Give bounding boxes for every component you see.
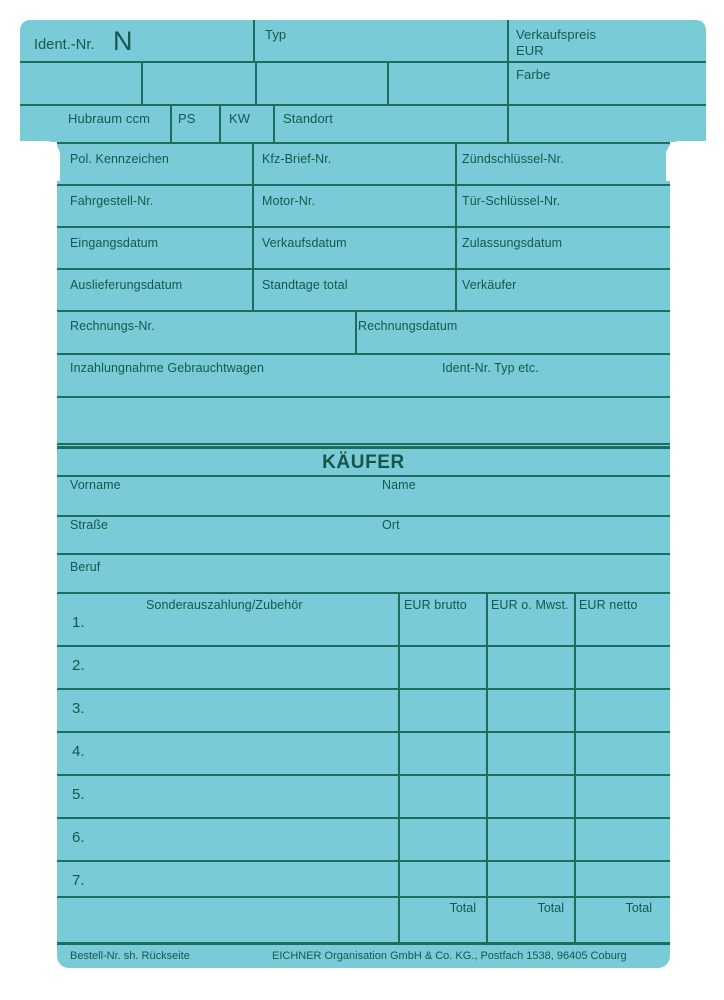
rule-veh-col-1 [252,142,254,310]
beruf-label: Beruf [70,560,101,574]
verkaufsdatum-label: Verkaufsdatum [262,236,347,250]
zulassungsdatum-label: Zulassungsdatum [462,236,563,250]
eingangsdatum-label: Eingangsdatum [70,236,159,250]
standort-label: Standort [283,111,333,126]
verkaeufer-label: Verkäufer [462,278,517,292]
table-row-num-7: 7. [72,872,85,889]
verkaufspreis-label: Verkaufspreis [516,27,597,42]
rule-extras-3 [57,731,670,733]
tuer-schluessel-nr-label: Tür-Schlüssel-Nr. [462,194,561,208]
rule-invoice-split [355,310,357,353]
zuendschluessel-nr-label: Zündschlüssel-Nr. [462,152,564,166]
table-row-num-3: 3. [72,700,85,717]
rule-extras-col-2 [486,592,488,942]
sonderauszahlung-header: Sonderauszahlung/Zubehör [146,598,303,612]
rule-veh-col-2 [455,142,457,310]
kfz-brief-nr-label: Kfz-Brief-Nr. [262,152,332,166]
card-notch-left [20,141,60,181]
typ-label: Typ [265,27,287,42]
eur-netto-header: EUR netto [579,598,638,612]
rule-header-3 [57,142,670,144]
rule-preis-left [507,20,509,142]
rechnungs-nr-label: Rechnungs-Nr. [70,319,155,333]
table-row-num-2: 2. [72,657,85,674]
eur-brutto-header: EUR brutto [404,598,467,612]
auslieferungsdatum-label: Auslieferungsdatum [70,278,183,292]
rule-kaeufer-3 [57,553,670,555]
rule-extras-7 [57,896,670,898]
inzahlungnahme-label: Inzahlungnahme Gebrauchtwagen [70,361,265,375]
rule-veh-3 [57,268,670,270]
rule-veh-1 [57,184,670,186]
rule-invoice-bottom [57,353,670,355]
card-notch-right [666,141,706,181]
rule-header-1 [20,61,706,63]
rule-extras-4 [57,774,670,776]
kw-label: KW [229,111,251,126]
rule-kaeufer-top [57,446,670,449]
pol-kennzeichen-label: Pol. Kennzeichen [70,152,169,166]
total-ohne-mwst-label: Total [537,901,564,915]
fahrgestell-nr-label: Fahrgestell-Nr. [70,194,154,208]
kaeufer-title: KÄUFER [322,452,405,473]
rule-tradein-1 [57,396,670,398]
rule-standort-left [273,104,275,142]
rule-sub-3 [387,61,389,104]
rule-extras-6 [57,860,670,862]
rule-kw-left [219,104,221,142]
table-row-num-1: 1. [72,614,85,631]
ident-nr-label: Ident.-Nr. [34,37,95,53]
hubraum-label: Hubraum ccm [68,111,151,126]
rule-extras-col-1 [398,592,400,942]
publisher-imprint: EICHNER Organisation GmbH & Co. KG., Postfach 1538, 96405 Coburg [272,950,627,962]
rule-sub-1 [141,61,143,104]
strasse-label: Straße [70,518,109,532]
rule-sub-2 [255,61,257,104]
rule-veh-4 [57,310,670,312]
rule-typ-left-top [253,20,255,61]
rechnungsdatum-label: Rechnungsdatum [358,319,458,333]
ident-nr-prefix: N [113,26,133,56]
rule-ps-left [170,104,172,142]
rule-tradein-2 [57,443,670,445]
rule-extras-col-3 [574,592,576,942]
total-brutto-label: Total [449,901,476,915]
standtage-total-label: Standtage total [262,278,348,292]
rule-kaeufer-4 [57,592,670,594]
verkaufspreis-currency: EUR [516,43,544,58]
farbe-label: Farbe [516,67,551,82]
ident-nr-typ-label: Ident-Nr. Typ etc. [442,361,539,375]
table-row-num-5: 5. [72,786,85,803]
motor-nr-label: Motor-Nr. [262,194,315,208]
rule-extras-1 [57,645,670,647]
rule-extras-2 [57,688,670,690]
rule-veh-2 [57,226,670,228]
eur-ohne-mwst-header: EUR o. Mwst. [491,598,569,612]
ps-label: PS [178,111,196,126]
rule-kaeufer-2 [57,515,670,517]
total-netto-label: Total [625,901,652,915]
name-label: Name [382,478,416,492]
table-row-num-6: 6. [72,829,85,846]
rule-footer-top [57,942,670,945]
bestell-nr-note: Bestell-Nr. sh. Rückseite [70,950,190,962]
table-row-num-4: 4. [72,743,85,760]
rule-extras-5 [57,817,670,819]
ort-label: Ort [382,518,400,532]
rule-header-2 [20,104,706,106]
rule-kaeufer-1 [57,475,670,477]
vorname-label: Vorname [70,478,121,492]
